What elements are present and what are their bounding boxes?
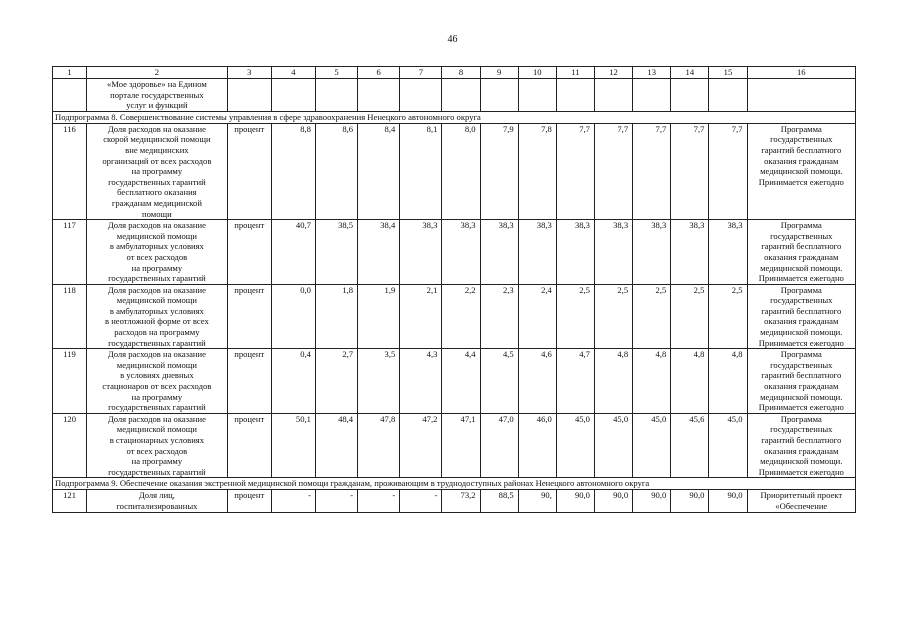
table-row [53, 349, 856, 414]
indicator-name-cell-line: в амбулаторных условиях [109, 305, 204, 316]
value-cell: 38,3 [594, 220, 632, 285]
value-cell: 4,8 [709, 349, 747, 414]
indicator-name-cell-line: на программу [131, 166, 183, 177]
value-cell: 2,5 [594, 284, 632, 349]
indicator-name-cell-line: медицинской помощи [116, 295, 197, 306]
value-cell: 2,5 [633, 284, 671, 349]
source-note-cell-line: оказания гражданам [764, 316, 839, 327]
value-cell [400, 79, 442, 112]
value-cell: 7,8 [518, 123, 556, 219]
indicator-name-cell-line: Доля расходов на оказание [107, 413, 206, 424]
value-cell: 45,0 [633, 413, 671, 478]
indicator-name-cell-line: медицинской помощи [116, 230, 197, 241]
unit-cell: процент [227, 490, 271, 512]
source-note-cell [747, 123, 855, 219]
value-cell: 3,5 [358, 349, 400, 414]
source-note-cell-line: гарантий бесплатного [761, 435, 842, 445]
source-note-cell-line: государственных [770, 424, 833, 435]
row-number-cell: 121 [53, 490, 87, 512]
value-cell: 1,8 [315, 284, 357, 349]
source-note-cell-line: Программа [780, 220, 822, 231]
indicator-name-cell-line: медицинской помощи [116, 424, 197, 435]
value-cell: 38,3 [518, 220, 556, 285]
value-cell: 4,8 [633, 349, 671, 414]
value-cell [633, 79, 671, 112]
indicator-name-cell-line: гражданам медицинской [111, 197, 202, 208]
source-note-cell-line: медицинской помощи. [760, 327, 843, 338]
source-note-cell-line: оказания гражданам [764, 251, 839, 262]
value-cell [442, 79, 480, 112]
column-number-cell: 12 [594, 67, 632, 79]
indicator-name-cell [87, 349, 228, 414]
value-cell: 45,0 [709, 413, 747, 478]
value-cell: 4,7 [556, 349, 594, 414]
indicator-name-cell-line: Доля расходов на оказание [107, 284, 206, 295]
table-row [53, 220, 856, 285]
indicators-table [52, 66, 856, 513]
value-cell [271, 79, 315, 112]
source-note-cell-line: «Обеспечение [775, 500, 828, 511]
unit-cell: процент [227, 284, 271, 349]
value-cell: 0,0 [271, 284, 315, 349]
column-number-cell: 1 [53, 67, 87, 79]
value-cell: 90,0 [633, 490, 671, 512]
indicator-name-cell-line: Доля расходов на оказание [107, 220, 206, 231]
value-cell: 90,0 [671, 490, 709, 512]
value-cell [227, 79, 271, 112]
indicator-name-cell-line: Доля лиц, [138, 490, 175, 501]
source-note-cell-line: Принимается ежегодно [758, 273, 844, 284]
value-cell [358, 79, 400, 112]
section-title: Подпрограмма 8. Совершенствование системы управления в сфере здравоохранения Ненецкого автономного округа [53, 111, 856, 123]
indicator-name-cell [87, 123, 228, 219]
value-cell: 38,3 [480, 220, 518, 285]
indicator-name-cell-line: скорой медицинской помощи [103, 134, 211, 145]
source-note-cell-line: Принимается ежегодно [758, 466, 844, 477]
source-note-cell-line: Программа [780, 413, 822, 424]
column-number-cell: 7 [400, 67, 442, 79]
indicator-name-cell-line: государственных гарантий [108, 176, 206, 187]
value-cell: 8,8 [271, 123, 315, 219]
value-cell: 50,1 [271, 413, 315, 478]
value-cell: 73,2 [442, 490, 480, 512]
indicator-name-cell-line: организаций от всех расходов [102, 155, 212, 166]
value-cell: 2,5 [709, 284, 747, 349]
value-cell: 45,0 [594, 413, 632, 478]
indicator-name-cell-line: в амбулаторных условиях [109, 241, 204, 252]
source-note-cell [747, 284, 855, 349]
indicator-name-cell-line: Доля расходов на оказание [107, 349, 206, 360]
value-cell: 45,0 [556, 413, 594, 478]
column-number-cell: 11 [556, 67, 594, 79]
source-note-cell-line: гарантий бесплатного [761, 144, 842, 155]
indicator-name-cell [87, 490, 228, 512]
column-number-cell: 8 [442, 67, 480, 79]
value-cell: 45,6 [671, 413, 709, 478]
value-cell: 88,5 [480, 490, 518, 512]
value-cell: 8,6 [315, 123, 357, 219]
column-number-cell: 10 [518, 67, 556, 79]
value-cell: 2,2 [442, 284, 480, 349]
row-number-cell: 117 [53, 220, 87, 285]
source-note-cell-line: государственных [770, 134, 833, 145]
column-number-cell: 5 [315, 67, 357, 79]
value-cell [518, 79, 556, 112]
value-cell: 38,3 [556, 220, 594, 285]
indicator-name-cell-line: государственных гарантий [108, 402, 206, 413]
column-number-cell: 13 [633, 67, 671, 79]
value-cell: 2,5 [556, 284, 594, 349]
indicator-name-cell-line: расходов на программу [114, 327, 200, 338]
source-note-cell-line: Принимается ежегодно [758, 337, 844, 348]
table-row [53, 413, 856, 478]
source-note-cell-line: Приоритетный проект [760, 490, 843, 501]
value-cell: 4,5 [480, 349, 518, 414]
source-note-cell [747, 490, 855, 512]
value-cell: 7,7 [594, 123, 632, 219]
value-cell: 90,0 [709, 490, 747, 512]
row-number-cell: 118 [53, 284, 87, 349]
source-note-cell-line: гарантий бесплатного [761, 305, 842, 316]
source-note-cell-line: гарантий бесплатного [761, 241, 842, 252]
column-number-cell: 4 [271, 67, 315, 79]
value-cell [747, 79, 855, 112]
source-note-cell-line: медицинской помощи. [760, 166, 843, 177]
value-cell: 38,4 [358, 220, 400, 285]
row-number-cell [53, 79, 87, 112]
source-note-cell-line: медицинской помощи. [760, 262, 843, 273]
table-row [53, 490, 856, 512]
value-cell: - [271, 490, 315, 512]
source-note-cell [747, 220, 855, 285]
value-cell: 4,8 [594, 349, 632, 414]
source-note-cell-line: медицинской помощи. [760, 456, 843, 467]
value-cell: 7,7 [633, 123, 671, 219]
indicator-name-cell-line: помощи [142, 208, 172, 219]
value-cell: 7,7 [671, 123, 709, 219]
table-row [53, 284, 856, 349]
unit-cell: процент [227, 220, 271, 285]
value-cell: 1,9 [358, 284, 400, 349]
value-cell: 4,6 [518, 349, 556, 414]
value-cell: 47,0 [480, 413, 518, 478]
value-cell: 4,8 [671, 349, 709, 414]
indicator-name-cell [87, 284, 228, 349]
indicator-name-cell-line: бесплатного оказания [117, 187, 197, 198]
value-cell: 48,4 [315, 413, 357, 478]
indicator-name-cell-line: вне медицинских [125, 144, 189, 155]
value-cell [709, 79, 747, 112]
value-cell: 47,2 [400, 413, 442, 478]
value-cell [556, 79, 594, 112]
indicator-name-cell-line: государственных гарантий [108, 337, 206, 348]
indicator-name-cell-line: на программу [131, 262, 183, 273]
value-cell: 38,5 [315, 220, 357, 285]
indicator-name-cell [87, 220, 228, 285]
value-cell: 7,7 [709, 123, 747, 219]
value-cell: 40,7 [271, 220, 315, 285]
column-number-row [53, 67, 856, 79]
value-cell [315, 79, 357, 112]
indicator-name-cell-line: в стационарных условиях [109, 435, 205, 445]
source-note-cell [747, 349, 855, 414]
column-number-cell: 2 [87, 67, 228, 79]
value-cell: 0,4 [271, 349, 315, 414]
indicator-name-cell-line: государственных гарантий [108, 273, 206, 284]
value-cell: - [358, 490, 400, 512]
indicator-name-cell-line: портале государственных [110, 89, 204, 100]
unit-cell: процент [227, 413, 271, 478]
row-number-cell: 120 [53, 413, 87, 478]
indicator-name-cell-line: «Мое здоровье» на Едином [106, 79, 207, 89]
indicator-name-cell-line: на программу [131, 456, 183, 467]
value-cell: 8,0 [442, 123, 480, 219]
value-cell: 38,3 [633, 220, 671, 285]
value-cell: 47,1 [442, 413, 480, 478]
indicator-name-cell-line: государственных гарантий [108, 466, 206, 477]
unit-cell: процент [227, 349, 271, 414]
value-cell: 7,7 [556, 123, 594, 219]
source-note-cell-line: Программа [780, 123, 822, 134]
value-cell: 2,3 [480, 284, 518, 349]
value-cell: 38,3 [671, 220, 709, 285]
indicator-name-cell-line: от всех расходов [126, 445, 188, 456]
source-note-cell-line: оказания гражданам [764, 445, 839, 456]
value-cell: 38,3 [442, 220, 480, 285]
table-row [53, 123, 856, 219]
column-number-cell: 9 [480, 67, 518, 79]
section-row [53, 478, 856, 490]
indicator-name-cell [87, 79, 228, 112]
section-title: Подпрограмма 9. Обеспечение оказания экстренной медицинской помощи гражданам, проживающим в труднодоступных районах Ненецкого автономного округа [53, 478, 856, 490]
indicator-name-cell-line: в неотложной форме от всех [105, 316, 209, 327]
row-number-cell: 119 [53, 349, 87, 414]
value-cell: 90,0 [594, 490, 632, 512]
value-cell [480, 79, 518, 112]
column-number-cell: 6 [358, 67, 400, 79]
column-number-cell: 3 [227, 67, 271, 79]
row-number-cell: 116 [53, 123, 87, 219]
source-note-cell-line: оказания гражданам [764, 381, 839, 392]
source-note-cell-line: оказания гражданам [764, 155, 839, 166]
source-note-cell-line: государственных [770, 295, 833, 306]
source-note-cell-line: Принимается ежегодно [758, 176, 844, 187]
column-number-cell: 14 [671, 67, 709, 79]
source-note-cell-line: Программа [780, 284, 822, 295]
value-cell: 4,4 [442, 349, 480, 414]
value-cell: 8,4 [358, 123, 400, 219]
column-number-cell: 16 [747, 67, 855, 79]
source-note-cell [747, 413, 855, 478]
indicator-name-cell-line: услуг и функций [126, 100, 188, 111]
unit-cell: процент [227, 123, 271, 219]
source-note-cell-line: Программа [780, 349, 822, 360]
value-cell: 2,7 [315, 349, 357, 414]
indicator-name-cell-line: от всех расходов [126, 251, 188, 262]
value-cell: 4,3 [400, 349, 442, 414]
value-cell: 7,9 [480, 123, 518, 219]
value-cell: 2,4 [518, 284, 556, 349]
value-cell: 38,3 [400, 220, 442, 285]
source-note-cell-line: государственных [770, 230, 833, 241]
source-note-cell-line: Принимается ежегодно [758, 402, 844, 413]
indicator-name-cell-line: медицинской помощи [116, 359, 197, 370]
indicator-name-cell-line: госпитализированных [116, 500, 198, 511]
section-row [53, 111, 856, 123]
value-cell: 46,0 [518, 413, 556, 478]
value-cell [671, 79, 709, 112]
value-cell: - [400, 490, 442, 512]
value-cell: 2,1 [400, 284, 442, 349]
table-row [53, 79, 856, 112]
value-cell: 47,8 [358, 413, 400, 478]
source-note-cell-line: государственных [770, 359, 833, 370]
column-number-cell: 15 [709, 67, 747, 79]
page-number: 46 [447, 34, 458, 45]
value-cell: 90,0 [556, 490, 594, 512]
value-cell: 2,5 [671, 284, 709, 349]
indicator-name-cell [87, 413, 228, 478]
source-note-cell-line: медицинской помощи. [760, 391, 843, 402]
indicator-name-cell-line: Доля расходов на оказание [107, 123, 206, 134]
value-cell: 38,3 [709, 220, 747, 285]
indicator-name-cell-line: стационаров от всех расходов [102, 381, 212, 392]
indicator-name-cell-line: в условиях дневных [120, 370, 194, 381]
indicator-name-cell-line: на программу [131, 391, 183, 402]
value-cell: 90, [518, 490, 556, 512]
value-cell: 8,1 [400, 123, 442, 219]
value-cell [594, 79, 632, 112]
value-cell: - [315, 490, 357, 512]
source-note-cell-line: гарантий бесплатного [761, 370, 842, 381]
